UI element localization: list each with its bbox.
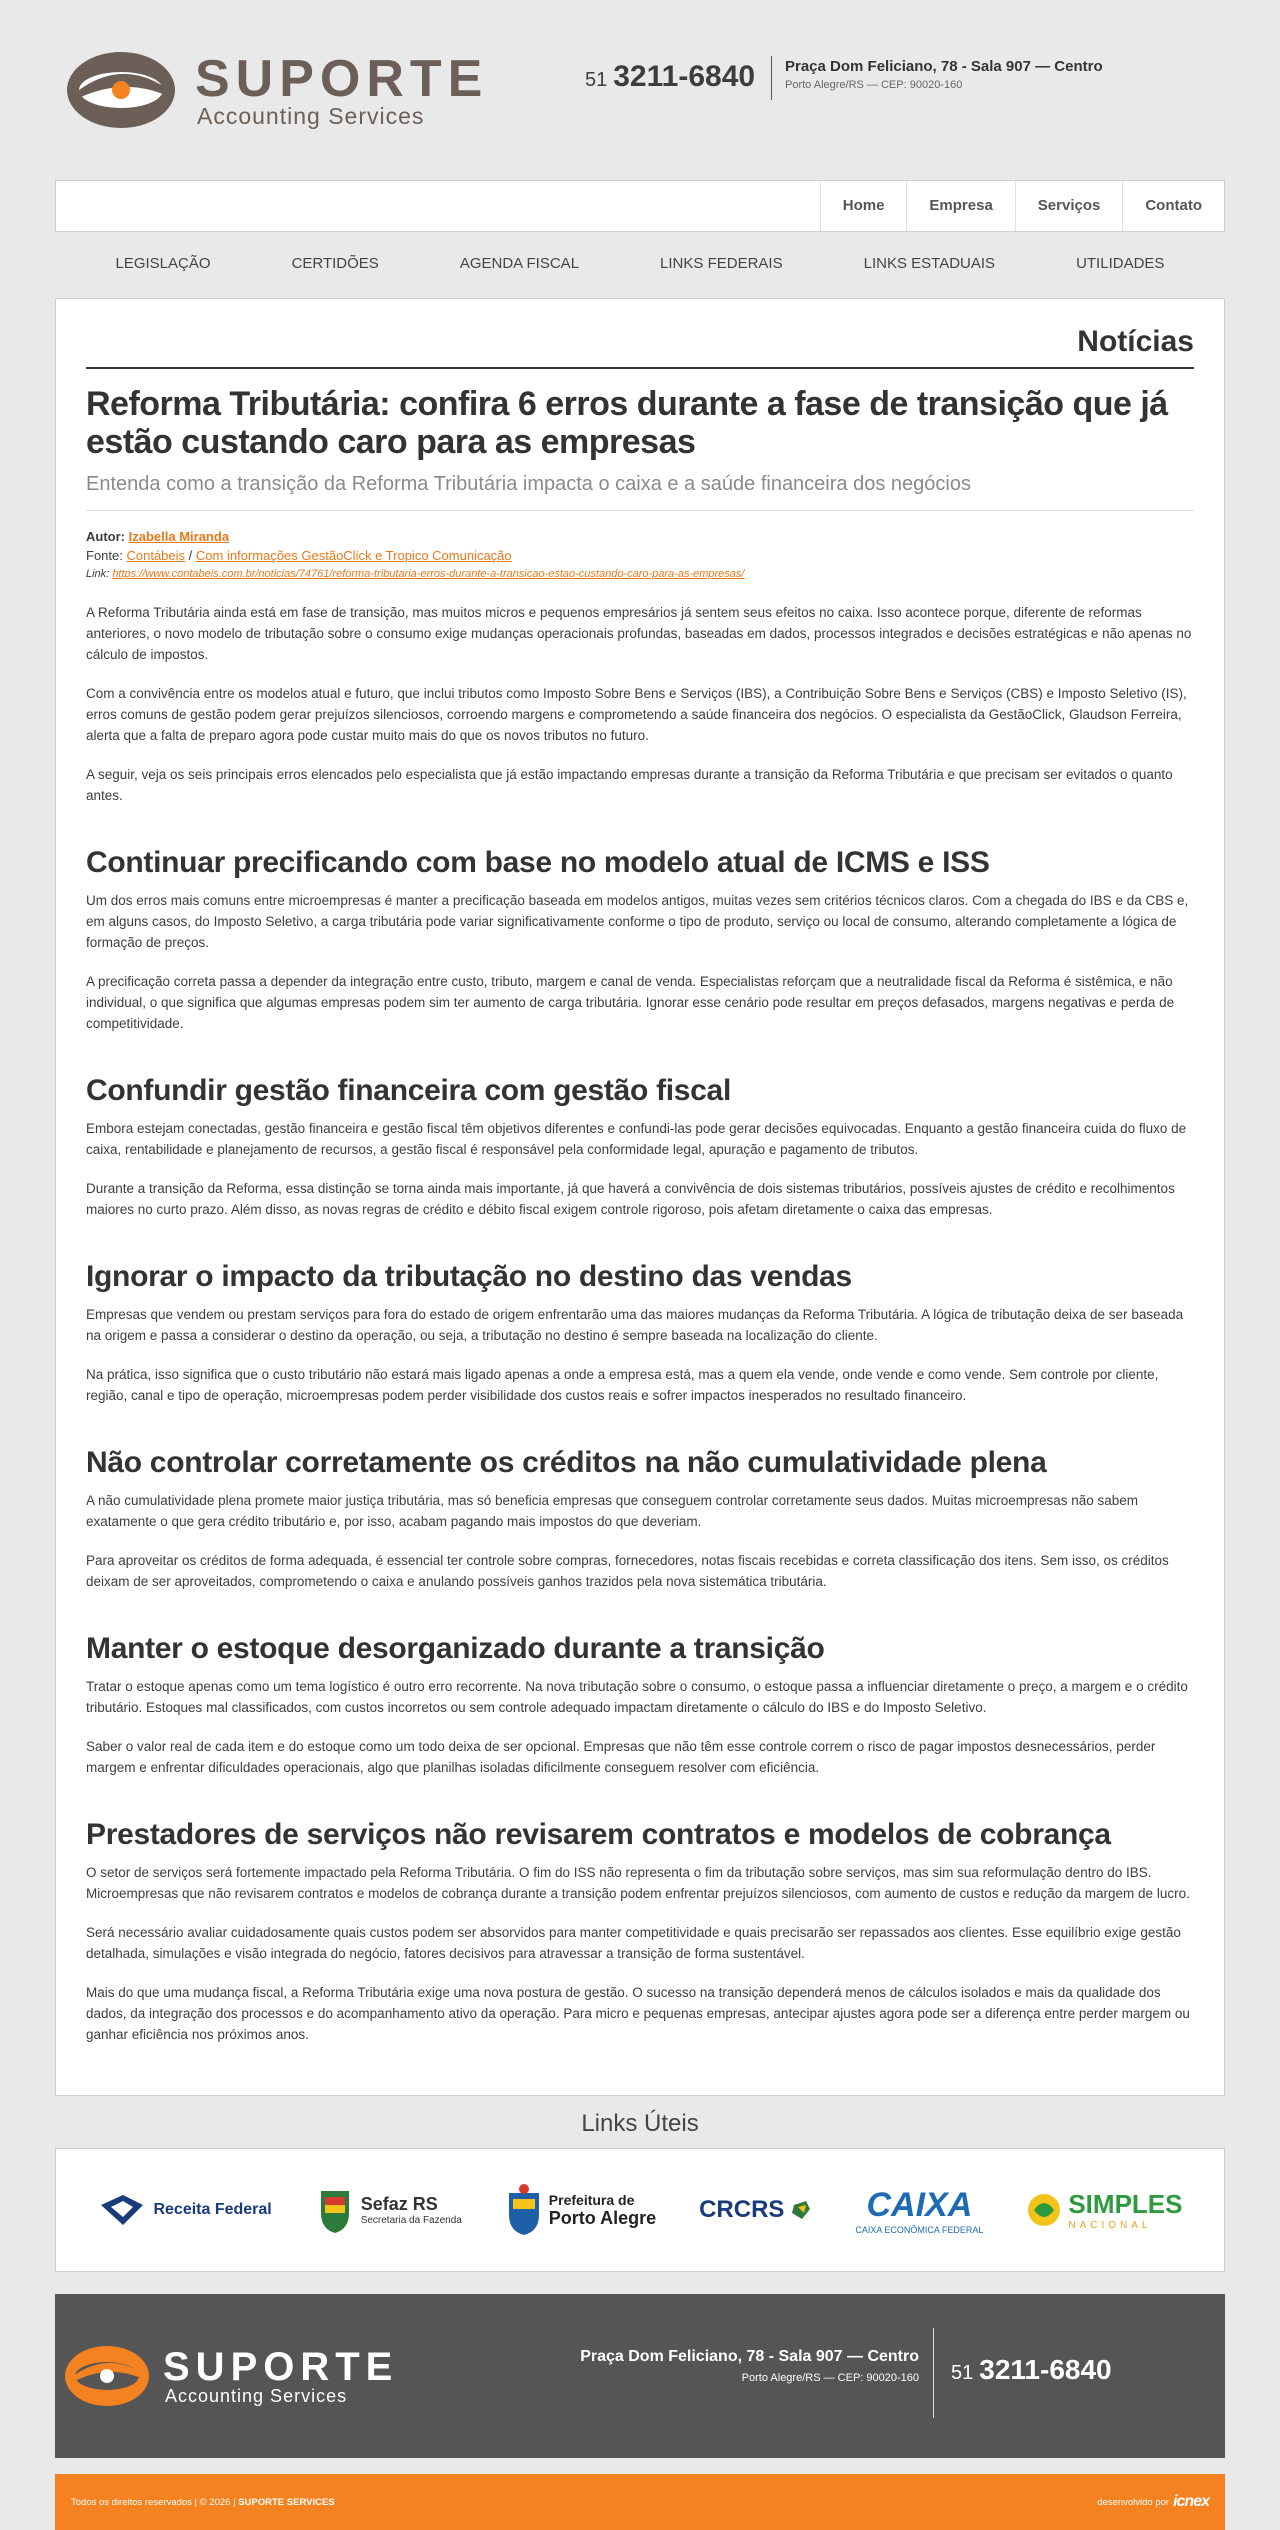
source-line bbox=[86, 546, 1194, 565]
section-paragraph: Será necessário avaliar cuidadosamente quais custos podem ser absorvidos para manter competitividade e quais precisarão ser repassados aos clientes. Esse equilíbrio exige gestão detalhada, simulações e visão integrada do negócio, fatores decisivos para atravessar a transição de forma sustentável. bbox=[86, 1925, 1181, 1961]
header-phone[interactable] bbox=[585, 60, 755, 94]
site-footer bbox=[55, 2294, 1225, 2458]
section-heading: Continuar precificando com base no modelo atual de ICMS e ISS bbox=[86, 846, 990, 879]
subnav-agenda-fiscal[interactable]: AGENDA FISCAL bbox=[459, 254, 580, 272]
source-link-1[interactable]: Contábeis bbox=[126, 548, 186, 563]
partner-label: CRCRS bbox=[699, 2196, 785, 2223]
subnav-utilidades[interactable]: UTILIDADES bbox=[1076, 254, 1165, 272]
subnav-legislacao[interactable]: LEGISLAÇÃO bbox=[115, 254, 211, 272]
author-label: Autor: bbox=[86, 529, 125, 544]
link-label: Link: bbox=[86, 568, 110, 580]
footer-gap bbox=[55, 2458, 1225, 2474]
footer-phone[interactable] bbox=[951, 2354, 1112, 2386]
article-url-link[interactable]: https://www.contabeis.com.br/noticias/74761/reforma-tributaria-erros-durante-a-transicao-estao-custando-caro-para-as-empresas/ bbox=[112, 568, 745, 580]
copyright-prefix: Todos os direitos reservados | © 2026 | bbox=[71, 2496, 236, 2508]
partner-sub: NACIONAL bbox=[1068, 2220, 1152, 2231]
sefaz-rs-link[interactable] bbox=[315, 2185, 462, 2235]
partner-label-2: Porto Alegre bbox=[548, 2207, 657, 2228]
icnex-logo: icnex bbox=[1173, 2493, 1209, 2510]
subnav-certidoes[interactable]: CERTIDÕES bbox=[291, 254, 379, 272]
partner-label: Prefeitura de bbox=[548, 2191, 635, 2208]
partner-sub: Secretaria da Fazenda bbox=[360, 2215, 462, 2226]
partner-label: Receita Federal bbox=[153, 2201, 272, 2218]
developer-credit[interactable] bbox=[1097, 2493, 1209, 2511]
footer-logo-name: SUPORTE bbox=[163, 2345, 399, 2389]
section-heading: Confundir gestão financeira com gestão fiscal bbox=[86, 1074, 731, 1107]
site-header bbox=[55, 0, 1225, 180]
section-paragraph: Embora estejam conectadas, gestão financeira e gestão fiscal têm objetivos diferentes e confundi-las pode gerar decisões equivocadas. Enquanto a gestão financeira cuida do fluxo de caixa, rentabilidade e planejamento de recursos, a gestão fiscal é responsável pela conformidade legal, apuração e pagamento de tributos. bbox=[86, 1121, 1187, 1157]
source-label: Fonte: bbox=[86, 548, 123, 563]
address-line1: Praça Dom Feliciano, 78 - Sala 907 — Centro bbox=[785, 58, 1103, 75]
section-paragraph: Durante a transição da Reforma, essa distinção se torna ainda mais importante, já que haverá a convivência de dois sistemas tributários, possíveis ajustes de crédito e recolhimentos maiores no curto prazo. Além disso, as novas regras de crédito e débito fiscal exigem controle rigoroso, pois afetam diretamente o caixa das empresas. bbox=[86, 1181, 1175, 1217]
section-paragraph: O setor de serviços será fortemente impactado pela Reforma Tributária. O fim do ISS não representa o fim da tributação sobre serviços, mas sim sua reformulação dentro do IBS. Microempresas que não revisarem contratos e modelos de cobrança durante a transição podem enfrentar prejuízos silenciosos, com aumento de custos e redução da margem de lucro. bbox=[86, 1865, 1190, 1901]
subnav-links-federais[interactable]: LINKS FEDERAIS bbox=[660, 254, 783, 272]
source-link-2[interactable]: Com informações GestãoClick e Tropico Comunicação bbox=[195, 548, 512, 563]
section-heading: Ignorar o impacto da tributação no destino das vendas bbox=[86, 1260, 852, 1293]
header-divider bbox=[771, 56, 772, 100]
logo-sub: Accounting Services bbox=[197, 103, 425, 129]
intro-paragraph: A seguir, veja os seis principais erros elencados pelo especialista que já estão impactando empresas durante a transição da Reforma Tributária e que precisam ser evitados o quanto antes. bbox=[86, 767, 1173, 803]
prefeitura-poa-link[interactable] bbox=[505, 2183, 656, 2237]
section-heading: Manter o estoque desorganizado durante a transição bbox=[86, 1632, 825, 1665]
logo-name: SUPORTE bbox=[195, 50, 489, 108]
footer-divider bbox=[933, 2328, 934, 2418]
links-title: Links Úteis bbox=[581, 2110, 699, 2137]
footer-address-line1: Praça Dom Feliciano, 78 - Sala 907 — Centro bbox=[580, 2348, 919, 2365]
dev-label: desenvolvido por bbox=[1097, 2496, 1170, 2508]
source-separator: / bbox=[188, 548, 193, 563]
section-heading: Não controlar corretamente os créditos na não cumulatividade plena bbox=[86, 1446, 1047, 1479]
subnav-links-estaduais[interactable]: LINKS ESTADUAIS bbox=[863, 254, 996, 272]
caixa-link[interactable] bbox=[855, 2186, 983, 2235]
intro-paragraph: A Reforma Tributária ainda está em fase de transição, mas muitos micros e pequenos empresários já sentem seus efeitos no caixa. Isso acontece porque, diferente de reformas anteriores, o novo modelo de tributação sobre o consumo exige mudanças operacionais profundas, baseadas em dados, processos integrados e decisões estratégicas e não apenas no cálculo de impostos. bbox=[86, 605, 1192, 662]
nav-contato[interactable]: Contato bbox=[1122, 181, 1224, 231]
footer-spacer bbox=[55, 2272, 1225, 2294]
article-body bbox=[86, 602, 1194, 2045]
copyright-text bbox=[71, 2497, 335, 2508]
main-nav bbox=[55, 180, 1225, 232]
address-line2: Porto Alegre/RS — CEP: 90020-160 bbox=[785, 79, 963, 91]
footer-phone-ddd: 51 bbox=[951, 2362, 974, 2384]
section-paragraph: Empresas que vendem ou prestam serviços para fora do estado de origem enfrentarão uma das maiores mudanças da Reforma Tributária. A lógica de tributação deixa de ser baseada na origem e passa a considerar o destino da operação, ou seja, a tributação no destino é sempre baseada na localização do cliente. bbox=[86, 1307, 1184, 1343]
article-title: Reforma Tributária: confira 6 erros durante a fase de transição que já estão custando caro para as empresas bbox=[86, 385, 1168, 461]
links-box bbox=[55, 2148, 1225, 2272]
partner-label: SIMPLES bbox=[1068, 2189, 1183, 2219]
footer-phone-number: 3211-6840 bbox=[979, 2354, 1112, 2385]
footer-address bbox=[580, 2348, 919, 2384]
article-meta bbox=[86, 527, 1194, 584]
article-card bbox=[55, 298, 1225, 2096]
footer-address-line2: Porto Alegre/RS — CEP: 90020-160 bbox=[741, 2372, 919, 2384]
section-title: Notícias bbox=[86, 325, 1194, 369]
section-heading: Prestadores de serviços não revisarem contratos e modelos de cobrança bbox=[86, 1818, 1111, 1851]
intro-paragraph: Com a convivência entre os modelos atual e futuro, que inclui tributos como Imposto Sobre Bens e Serviços (IBS), a Contribuição Sobre Bens e Serviços (CBS) e Imposto Seletivo (IS), erros comuns de gestão podem gerar prejuízos silenciosos, corroendo margens e comprometendo a saúde financeira dos negócios. O especialista da GestãoClick, Glaudson Ferreira, alerta que a falta de preparo agora pode custar muito mais do que os novos tributos no futuro. bbox=[86, 686, 1187, 743]
partner-sub: CAIXA ECONÔMICA FEDERAL bbox=[855, 2224, 984, 2235]
rs-map-icon bbox=[790, 2199, 812, 2221]
section-paragraph: Saber o valor real de cada item e do estoque como um todo deixa de ser opcional. Empresas que não têm esse controle correm o risco de pagar impostos desnecessários, perder margem e enfrentar dificuldades operacionais, algo que planilhas isoladas dificilmente conseguem resolver com eficiência. bbox=[86, 1739, 1156, 1775]
sub-nav bbox=[55, 232, 1225, 294]
section-paragraph: Tratar o estoque apenas como um tema logístico é outro erro recorrente. Na nova tributação sobre o consumo, o estoque passa a influenciar diretamente o preço, a margem e o crédito tributário. Estoques mal classificados, com custos incorretos ou sem controle adequado impactam diretamente o cálculo do IBS e do Imposto Seletivo. bbox=[86, 1679, 1188, 1715]
nav-servicos[interactable]: Serviços bbox=[1015, 181, 1123, 231]
copyright-brand: SUPORTE SERVICES bbox=[238, 2496, 335, 2508]
receita-federal-icon bbox=[97, 2191, 147, 2229]
section-paragraph: Mais do que uma mudança fiscal, a Reforma Tributária exige uma nova postura de gestão. O sucesso na transição dependerá menos de cálculos isolados e mais da qualidade dos dados, da integração dos processos e do acompanhamento ativo da operação. Para micro e pequenas empresas, antecipar ajustes agora pode ser a diferença entre perder margem ou ganhar eficiência nos próximos anos. bbox=[86, 1985, 1190, 2042]
phone-ddd: 51 bbox=[585, 69, 608, 91]
nav-home[interactable]: Home bbox=[820, 181, 907, 231]
section-paragraph: Um dos erros mais comuns entre microempresas é manter a precificação baseada em modelos antigos, muitas vezes sem critérios técnicos claros. Com a chegada do IBS e da CBS e, em alguns casos, do Imposto Seletivo, a carga tributária pode variar significativamente conforme o tipo de produto, serviço ou local de consumo, alterando completamente a lógica de formação de preços. bbox=[86, 893, 1189, 950]
partner-label: CAIXA bbox=[866, 2185, 973, 2224]
section-paragraph: Na prática, isso significa que o custo tributário não estará mais ligado apenas a onde a empresa está, mas a quem ela vende, onde vende e como vende. Sem controle por cliente, região, canal e tipo de operação, microempresas podem perder visibilidade dos custos reais e sofrer impactos inesperados no resultado financeiro. bbox=[86, 1367, 1159, 1403]
simples-nacional-link[interactable] bbox=[1026, 2189, 1182, 2231]
header-address bbox=[785, 58, 1103, 91]
partner-label: Sefaz RS bbox=[360, 2194, 438, 2214]
copyright-bar bbox=[55, 2474, 1225, 2530]
phone-number: 3211-6840 bbox=[613, 60, 756, 93]
author-line bbox=[86, 527, 1194, 546]
footer-logo[interactable] bbox=[63, 2340, 453, 2410]
suporte-logo[interactable] bbox=[65, 48, 565, 132]
section-paragraph: A não cumulatividade plena promete maior justiça tributária, mas só beneficia empresas que conseguem controlar corretamente seus dados. Muitas microempresas não sabem exatamente o que gera crédito tributário e, por isso, acabam pagando mais impostos do que deveriam. bbox=[86, 1493, 1139, 1529]
section-paragraph: Para aproveitar os créditos de forma adequada, é essencial ter controle sobre compras, fornecedores, notas fiscais recebidas e correta classificação dos itens. Sem isso, os créditos deixam de ser aproveitados, comprometendo o caixa e anulando possíveis ganhos trazidos pela nova sistemática tributária. bbox=[86, 1553, 1169, 1589]
footer-logo-sub: Accounting Services bbox=[165, 2386, 348, 2406]
section-paragraph: A precificação correta passa a depender da integração entre custo, tributo, margem e canal de venda. Especialistas reforçam que a neutralidade fiscal da Reforma é sistêmica, e não individual, o que significa que algumas empresas podem sim ter aumento de carga tributária. Ignorar esse cenário pode resultar em preços defasados, margens negativas e perda de competitividade. bbox=[86, 974, 1175, 1031]
receita-federal-link[interactable] bbox=[97, 2191, 271, 2229]
author-link[interactable]: Izabella Miranda bbox=[128, 529, 230, 544]
poa-coat-of-arms-icon bbox=[505, 2183, 543, 2237]
link-line bbox=[86, 565, 1194, 584]
crcrs-link[interactable] bbox=[699, 2196, 812, 2224]
article-subtitle: Entenda como a transição da Reforma Tributária impacta o caixa e a saúde financeira dos negócios bbox=[86, 473, 1194, 511]
nav-empresa[interactable]: Empresa bbox=[906, 181, 1014, 231]
simples-nacional-icon bbox=[1026, 2192, 1062, 2228]
rs-coat-of-arms-icon bbox=[315, 2185, 355, 2235]
